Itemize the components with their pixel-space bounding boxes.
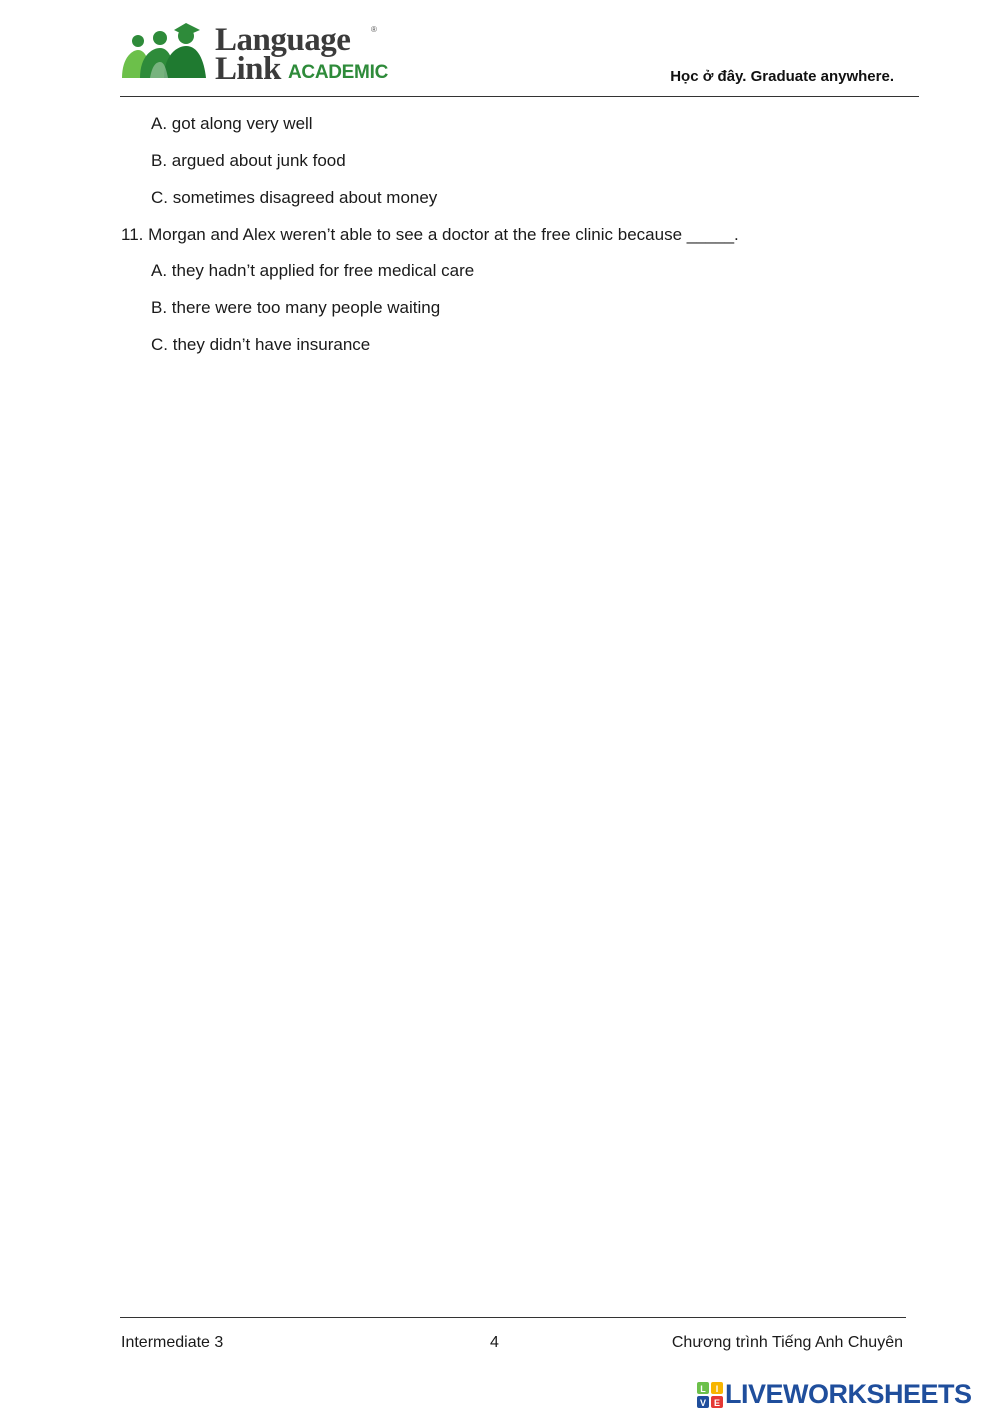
header-divider (120, 96, 919, 97)
q11-option-b: B. there were too many people waiting (151, 298, 441, 317)
svg-text:I: I (715, 1384, 719, 1394)
footer-page-number: 4 (490, 1334, 499, 1351)
q11-text: 11. Morgan and Alex weren’t able to see a doctor at the free clinic because _____. (121, 225, 739, 244)
logo-word-link: Link (215, 51, 281, 87)
svg-text:E: E (713, 1398, 721, 1408)
logo-word-academic: ACADEMIC (288, 62, 388, 83)
q11-option-a: A. they hadn’t applied for free medical care (151, 261, 475, 280)
language-link-logo (120, 22, 388, 87)
q11-option-c: C. they didn’t have insurance (151, 335, 371, 354)
q10-option-b: B. argued about junk food (151, 151, 346, 170)
logo-word-language: Language (215, 22, 351, 58)
footer-divider (120, 1317, 906, 1318)
logo-registered-mark: ® (371, 25, 377, 34)
footer-level: Intermediate 3 (121, 1334, 224, 1351)
q10-option-a: A. got along very well (151, 114, 313, 133)
liveworksheets-wordmark: LIVEWORKSHEETS (725, 1379, 972, 1409)
q10-option-c: C. sometimes disagreed about money (151, 188, 438, 207)
liveworksheets-logo-icon (697, 1382, 723, 1408)
header-tagline: Học ở đây. Graduate anywhere. (670, 68, 894, 85)
footer-program: Chương trình Tiếng Anh Chuyên (671, 1334, 903, 1351)
svg-text:V: V (699, 1398, 707, 1408)
people-logo-icon (120, 22, 215, 84)
svg-text:L: L (700, 1384, 706, 1394)
liveworksheets-watermark (697, 1378, 997, 1412)
